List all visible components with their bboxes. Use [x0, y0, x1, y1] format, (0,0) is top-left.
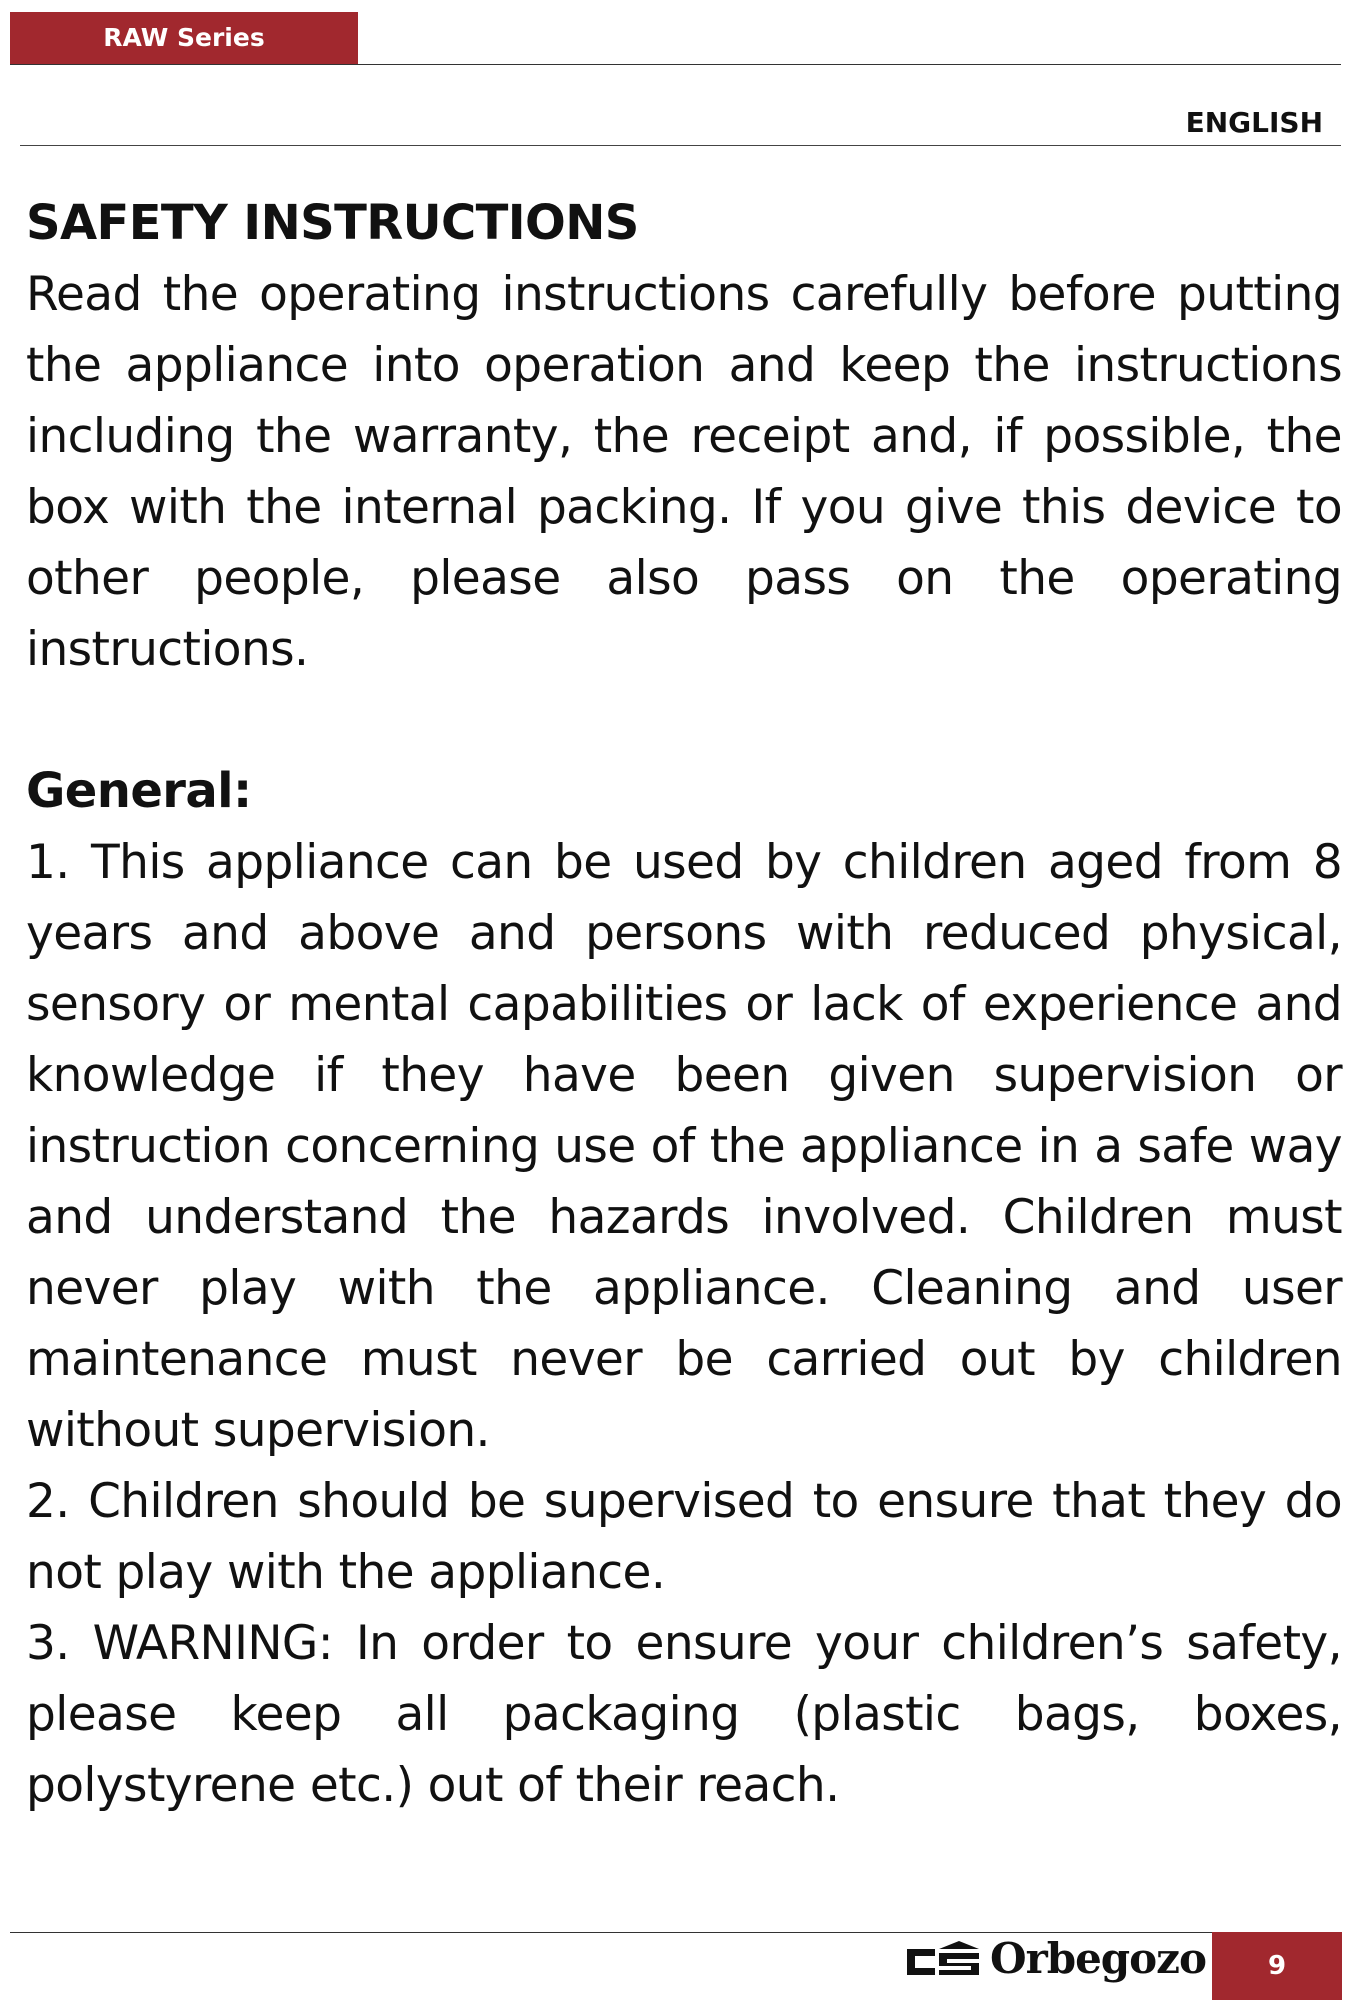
footer-rule — [10, 1932, 1341, 1933]
document-body — [26, 188, 1342, 1821]
general-heading: General: — [26, 763, 252, 819]
language-rule — [20, 145, 1341, 146]
brand-logo-icon — [907, 1941, 979, 1975]
intro-paragraph: Read the operating instructions carefully before putting the appliance into operation and keep the instructions including the warranty, the receipt and, if possible, the box with the internal packing. If you give this device to other people, please also pass on the operating instructions. — [26, 267, 1342, 677]
list-item-3: 3. WARNING: In order to ensure your children’s safety, please keep all packaging (plastic bags, boxes, polystyrene etc.) out of their reach. — [26, 1616, 1342, 1813]
brand-logo: Orbegozo — [990, 1934, 1207, 1983]
list-item-1: 1. This appliance can be used by children aged from 8 years and above and persons with reduced physical, sensory or mental capabilities or lack of experience and knowledge if they have been given supervision or instruction concerning use of the appliance in a safe way and understand the hazards involved. Children must never play with the appliance. Cleaning and user maintenance must never be carried out by children without supervision. — [26, 835, 1342, 1458]
section-title: SAFETY INSTRUCTIONS — [26, 195, 639, 251]
list-item-2: 2. Children should be supervised to ensure that they do not play with the appliance. — [26, 1474, 1342, 1600]
header-rule — [10, 64, 1341, 65]
paragraph-spacer — [26, 685, 1342, 756]
language-label: ENGLISH — [1185, 106, 1323, 139]
series-tab: RAW Series — [10, 12, 358, 64]
page-number: 9 — [1212, 1932, 1342, 2000]
